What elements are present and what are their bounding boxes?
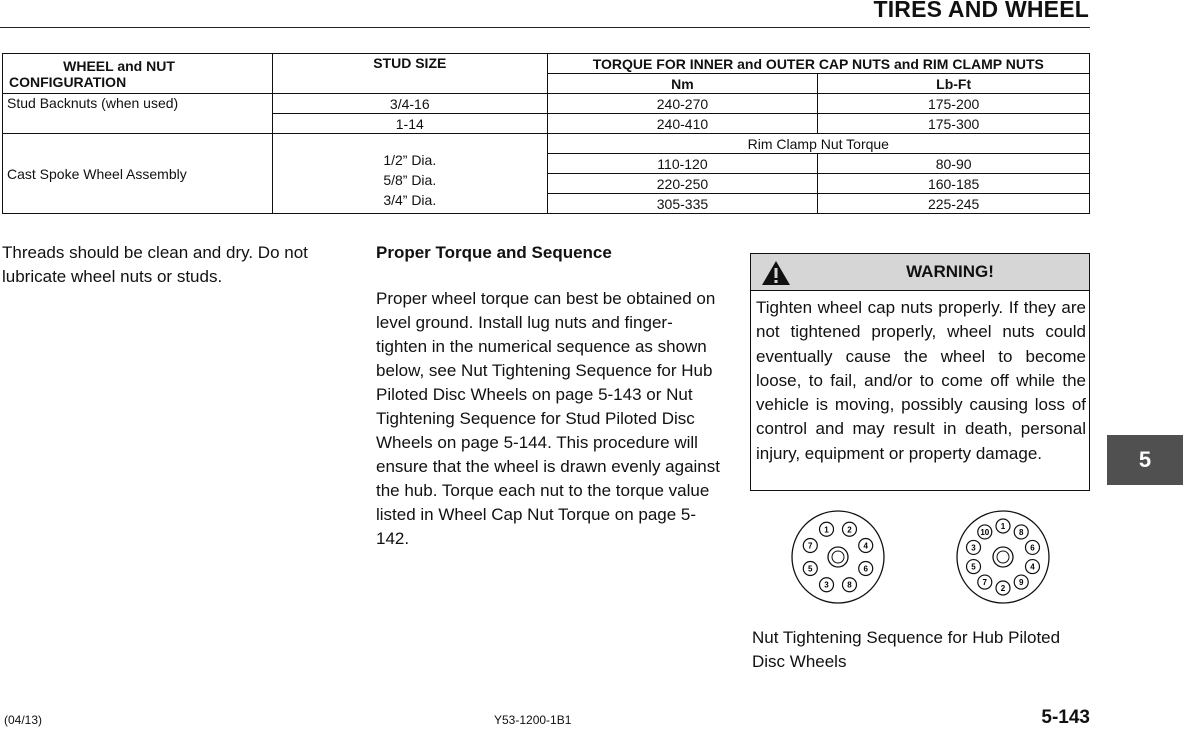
nm-cell: 305-335 bbox=[547, 194, 818, 214]
backnut-label: Stud Backnuts (when used) bbox=[3, 94, 273, 134]
stud-number: 4 bbox=[863, 541, 868, 551]
stud-number: 3 bbox=[971, 543, 976, 553]
torque-section bbox=[376, 241, 721, 551]
stud-number: 7 bbox=[808, 541, 813, 551]
stud-number: 8 bbox=[847, 580, 852, 590]
warning-box bbox=[750, 253, 1090, 491]
stud-cell: 3/4-16 bbox=[272, 94, 547, 114]
nut-sequence-diagram bbox=[790, 510, 1070, 610]
stud-number: 1 bbox=[1000, 522, 1006, 531]
torque-table bbox=[2, 53, 1090, 214]
warning-header bbox=[751, 254, 1089, 291]
lbft-cell: 175-300 bbox=[818, 114, 1090, 134]
thread-note: Threads should be clean and dry. Do not lubricate wheel nuts or studs. bbox=[2, 243, 308, 286]
header-nm: Nm bbox=[547, 74, 818, 94]
page-title: TIRES AND WHEEL bbox=[873, 0, 1089, 22]
stud-number: 5 bbox=[808, 564, 813, 574]
stud-cell: 1/2” Dia. bbox=[383, 151, 437, 168]
stud-number: 8 bbox=[1018, 527, 1024, 537]
stud-number: 6 bbox=[1030, 543, 1035, 553]
stud-size-list bbox=[272, 134, 547, 214]
stud-number: 9 bbox=[1018, 578, 1024, 588]
header-configuration: WHEEL and NUT CONFIGURATION bbox=[3, 54, 273, 94]
stud-number: 2 bbox=[847, 525, 852, 535]
stud-cell: 5/8” Dia. bbox=[383, 171, 437, 188]
header-torque: TORQUE FOR INNER and OUTER CAP NUTS and RIM CLAMP NUTS bbox=[547, 54, 1089, 74]
wheel-10-stud bbox=[957, 511, 1049, 603]
warning-label: WARNING! bbox=[906, 262, 994, 281]
page-number: 5-143 bbox=[1041, 707, 1090, 728]
nm-cell: 240-270 bbox=[547, 94, 818, 114]
stud-cell: 3/4” Dia. bbox=[383, 191, 437, 208]
stud-number: 2 bbox=[1000, 584, 1006, 593]
section-body: Proper wheel torque can best be obtained on level ground. Install lug nuts and finger-tighten in the numerical sequence as shown below, see Nut Tightening Sequence for Hub Piloted Disc Wheels on page 5-143 or Nut Tightening Sequence for Stud Piloted Disc Wheels on page 5-144. This procedure will ensure that the wheel is drawn evenly against the hub. Torque each nut to the torque value listed in Wheel Cap Nut Torque on page 5-142. bbox=[376, 289, 720, 548]
lbft-cell: 175-200 bbox=[818, 94, 1090, 114]
lbft-cell: 225-245 bbox=[818, 194, 1090, 214]
footer-code: Y53-1200-1B1 bbox=[494, 713, 572, 727]
table-row bbox=[3, 94, 1090, 114]
lbft-cell: 160-185 bbox=[818, 174, 1090, 194]
wheel-8-stud bbox=[792, 511, 884, 603]
title-rule bbox=[0, 27, 1090, 28]
warning-text: Tighten wheel cap nuts properly. If they are not tightened properly, wheel nuts could eventually cause the wheel to become loose, to fail, and/or to come off while the vehicle is moving, possibly causing loss of control and may result in death, personal injury, equipment or property damage. bbox=[756, 298, 1086, 463]
spoke-label: Cast Spoke Wheel Assembly bbox=[3, 134, 273, 214]
stud-number: 4 bbox=[1030, 562, 1035, 572]
nm-cell: 240-410 bbox=[547, 114, 818, 134]
stud-number: 6 bbox=[863, 564, 868, 574]
footer-date: (04/13) bbox=[4, 713, 43, 727]
header-lbft: Lb-Ft bbox=[818, 74, 1090, 94]
chapter-tab: 5 bbox=[1107, 435, 1183, 485]
stud-number: 3 bbox=[824, 580, 829, 590]
rim-clamp-subheader: Rim Clamp Nut Torque bbox=[547, 134, 1089, 154]
table-row bbox=[3, 134, 1090, 154]
section-heading: Proper Torque and Sequence bbox=[376, 243, 612, 262]
diagram-caption: Nut Tightening Sequence for Hub Piloted Disc Wheels bbox=[752, 628, 1061, 671]
header-stud-size: STUD SIZE bbox=[272, 54, 547, 94]
lbft-cell: 80-90 bbox=[818, 154, 1090, 174]
stud-number: 1 bbox=[824, 525, 829, 535]
nm-cell: 220-250 bbox=[547, 174, 818, 194]
stud-number: 10 bbox=[980, 527, 990, 537]
stud-number: 7 bbox=[982, 578, 988, 588]
stud-number: 5 bbox=[971, 562, 976, 572]
nm-cell: 110-120 bbox=[547, 154, 818, 174]
stud-cell: 1-14 bbox=[272, 114, 547, 134]
